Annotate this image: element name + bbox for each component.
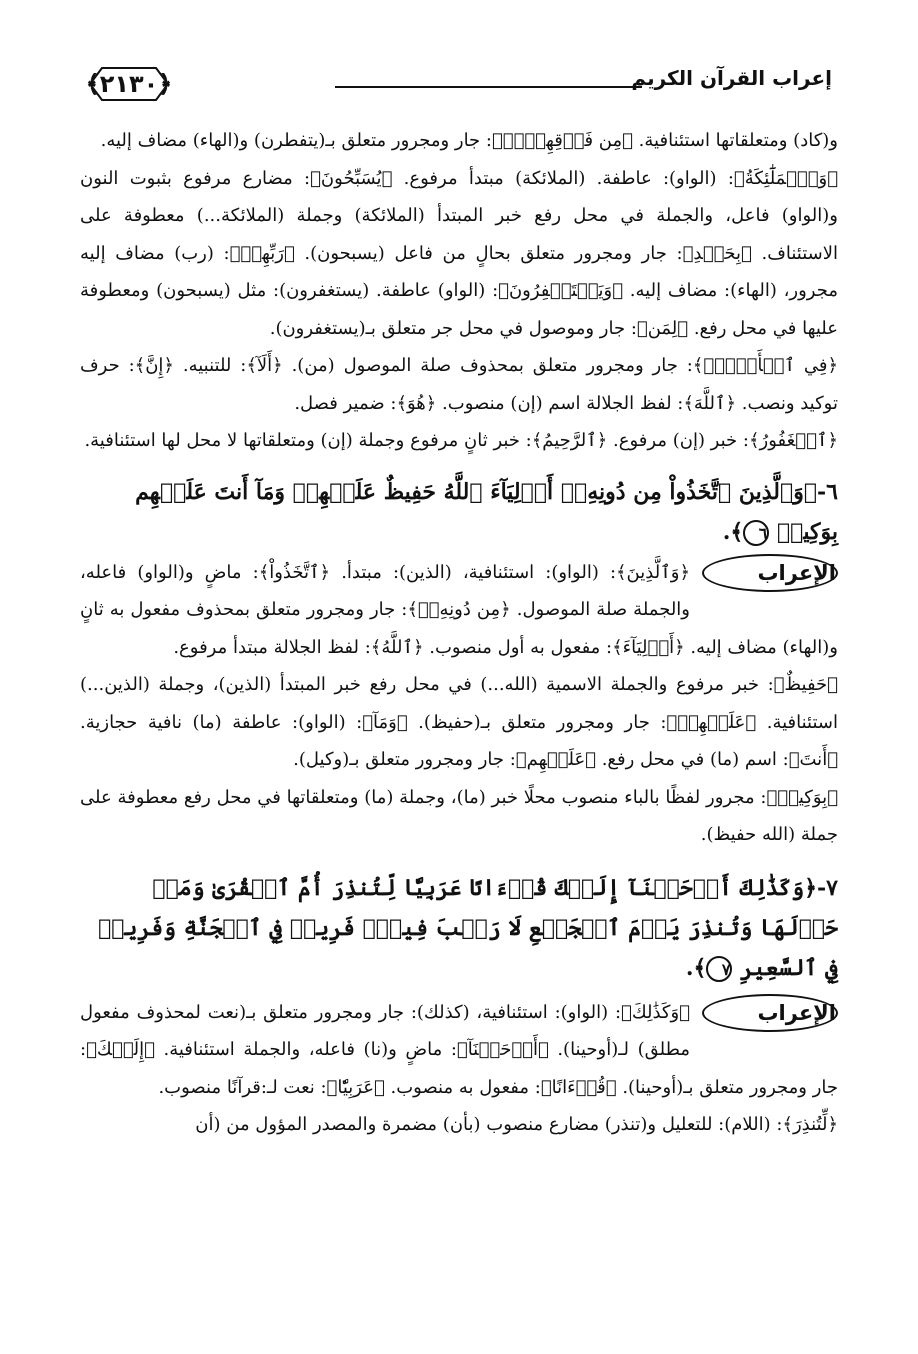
irab-badge: الإعراب [702,994,838,1032]
verse-text: ٦-﴿وَٱلَّذِينَ ٱتَّخَذُواْ مِن دُونِهِۦٓ أَوۡلِيَآءَ ٱللَّهُ حَفِيظٌ عَلَيۡهِمۡ وَمَآ أَنتَ عَلَيۡهِم بِوَكِيلٖ [135,478,838,545]
header-rule [335,86,642,88]
paragraph-text: ﴿وَكَذَٰلِكَ﴾: (الواو): استئنافية، (كذلك): جار ومجرور متعلق بـ(نعت لمحذوف مفعول مطلق) لـ(أوحينا). ﴿أَوۡحَيۡنَآ﴾: ماضٍ و(نا) فاعله، والجملة استئنافية. ﴿إِلَيۡكَ﴾: جار ومجرور متعلق بـ(أوحينا). ﴿قُرۡءَانًا﴾: مفعول به منصوب. ﴿عَرَبِيّٗا﴾: نعت لـ:قرآنًا منصوب. [80,1001,838,1098]
page-number: ﴿٢١٣٠﴾ [85,70,173,98]
page-number-frame [80,64,178,104]
irab-paragraph [80,994,838,1107]
paragraph: ﴿لِّتُنذِرَ﴾: (اللام): للتعليل و(تنذر) مضارع منصوب (بأن) مضمرة والمصدر المؤول من (أن [195,1114,838,1135]
verse-number-marker: ٧ [706,956,732,982]
quran-verse-7 [80,868,838,988]
paragraph: ﴿ٱلۡغَفُورُ﴾: خبر (إن) مرفوع. ﴿ٱلرَّحِيمُ﴾: خبر ثانٍ مرفوع وجملة (إن) ومتعلقاتها لا محل لها استئنافية. [84,430,838,451]
paragraph-text: ﴿وَٱلَّذِينَ﴾: (الواو): استئنافية، (الذين): مبتدأ. ﴿ٱتَّخَذُواْ﴾: ماضٍ و(الواو) فاعله، والجملة صلة الموصول. ﴿مِن دُونِهِۦٓ﴾: جار ومجرور متعلق بمحذوف مفعول به ثانٍ و(الهاء) مضاف إليه. ﴿أَوۡلِيَآءَ﴾: مفعول به أول منصوب. ﴿ٱللَّهُ﴾: لفظ الجلالة مبتدأ مرفوع. [80,561,838,658]
page-content [80,122,838,1144]
irab-paragraph [80,554,838,667]
irab-badge: الإعراب [702,554,838,592]
paragraph: ﴿بِوَكِيلٖ﴾: مجرور لفظًا بالباء منصوب محلًا خبر (ما)، وجملة (ما) ومتعلقاتها في محل رفع معطوفة على جملة (الله حفيظ). [80,786,838,845]
paragraph: و(كاد) ومتعلقاتها استئنافية. ﴿مِن فَوۡقِهِنَّۚ﴾: جار ومجرور متعلق بـ(يتفطرن) و(الهاء) مضاف إليه. [100,130,838,151]
paragraph: ﴿حَفِيظٌ﴾: خبر مرفوع والجملة الاسمية (الله...) في محل رفع خبر المبتدأ (الذين)، وجملة (الذين...) استئنافية. ﴿عَلَيۡهِمۡ﴾: جار ومجرور متعلق بـ(حفيظ). ﴿وَمَآ﴾: (الواو): عاطفة (ما) نافية حجازية. ﴿أَنتَ﴾: اسم (ما) في محل رفع. ﴿عَلَيۡهِم﴾: جار ومجرور متعلق بـ(وكيل). [80,674,838,770]
paragraph: ﴿فِي ٱلۡأَرۡضِۗ﴾: جار ومجرور متعلق بمحذوف صلة الموصول (من). ﴿أَلَآ﴾: للتنبيه. ﴿إِنَّ﴾: حرف توكيد ونصب. ﴿ٱللَّهَ﴾: لفظ الجلالة اسم (إن) منصوب. ﴿هُوَ﴾: ضمير فصل. [80,355,838,414]
quran-verse-6 [80,472,838,552]
verse-text: ٧-﴿وَكَذَٰلِكَ أَوۡحَيۡنَآ إِلَيۡكَ قُرۡءَانًا عَرَبِيّٗا لِّتُنذِرَ أُمَّ ٱلۡقُرَىٰ وَمَنۡ حَوۡلَهَا وَتُنذِرَ يَوۡمَ ٱلۡجَمۡعِ لَا رَيۡبَ فِيهِۚ فَرِيقٞ فِي ٱلۡجَنَّةِ وَفَرِيقٞ فِي ٱلسَّعِيرِ [98,874,838,981]
running-title: إعراب القرآن الكريم [631,66,832,90]
page-header [80,58,832,108]
verse-number-marker: ٦ [743,520,769,546]
verse-end: ﴾. [722,518,744,545]
verse-end: ﴾. [685,954,707,981]
paragraph: ﴿وَٱلۡمَلَٰٓئِكَةُ﴾: (الواو): عاطفة. (الملائكة) مبتدأ مرفوع. ﴿يُسَبِّحُونَ﴾: مضارع مرفوع بثبوت النون و(الواو) فاعل، والجملة في محل رفع خبر المبتدأ (الملائكة) وجملة (الملائكة...) معطوفة على الاستئناف. ﴿بِحَمۡدِ﴾: جار ومجرور متعلق بحالٍ من فاعل (يسبحون). ﴿رَبِّهِمۡ﴾: (رب) مضاف إليه مجرور، (الهاء): مضاف إليه. ﴿وَيَسۡتَغۡفِرُونَ﴾: (الواو) عاطفة. (يستغفرون): مثل (يسبحون) ومعطوفة عليها في محل رفع. ﴿لِمَن﴾: جار وموصول في محل جر متعلق بـ(يستغفرون). [80,167,838,339]
